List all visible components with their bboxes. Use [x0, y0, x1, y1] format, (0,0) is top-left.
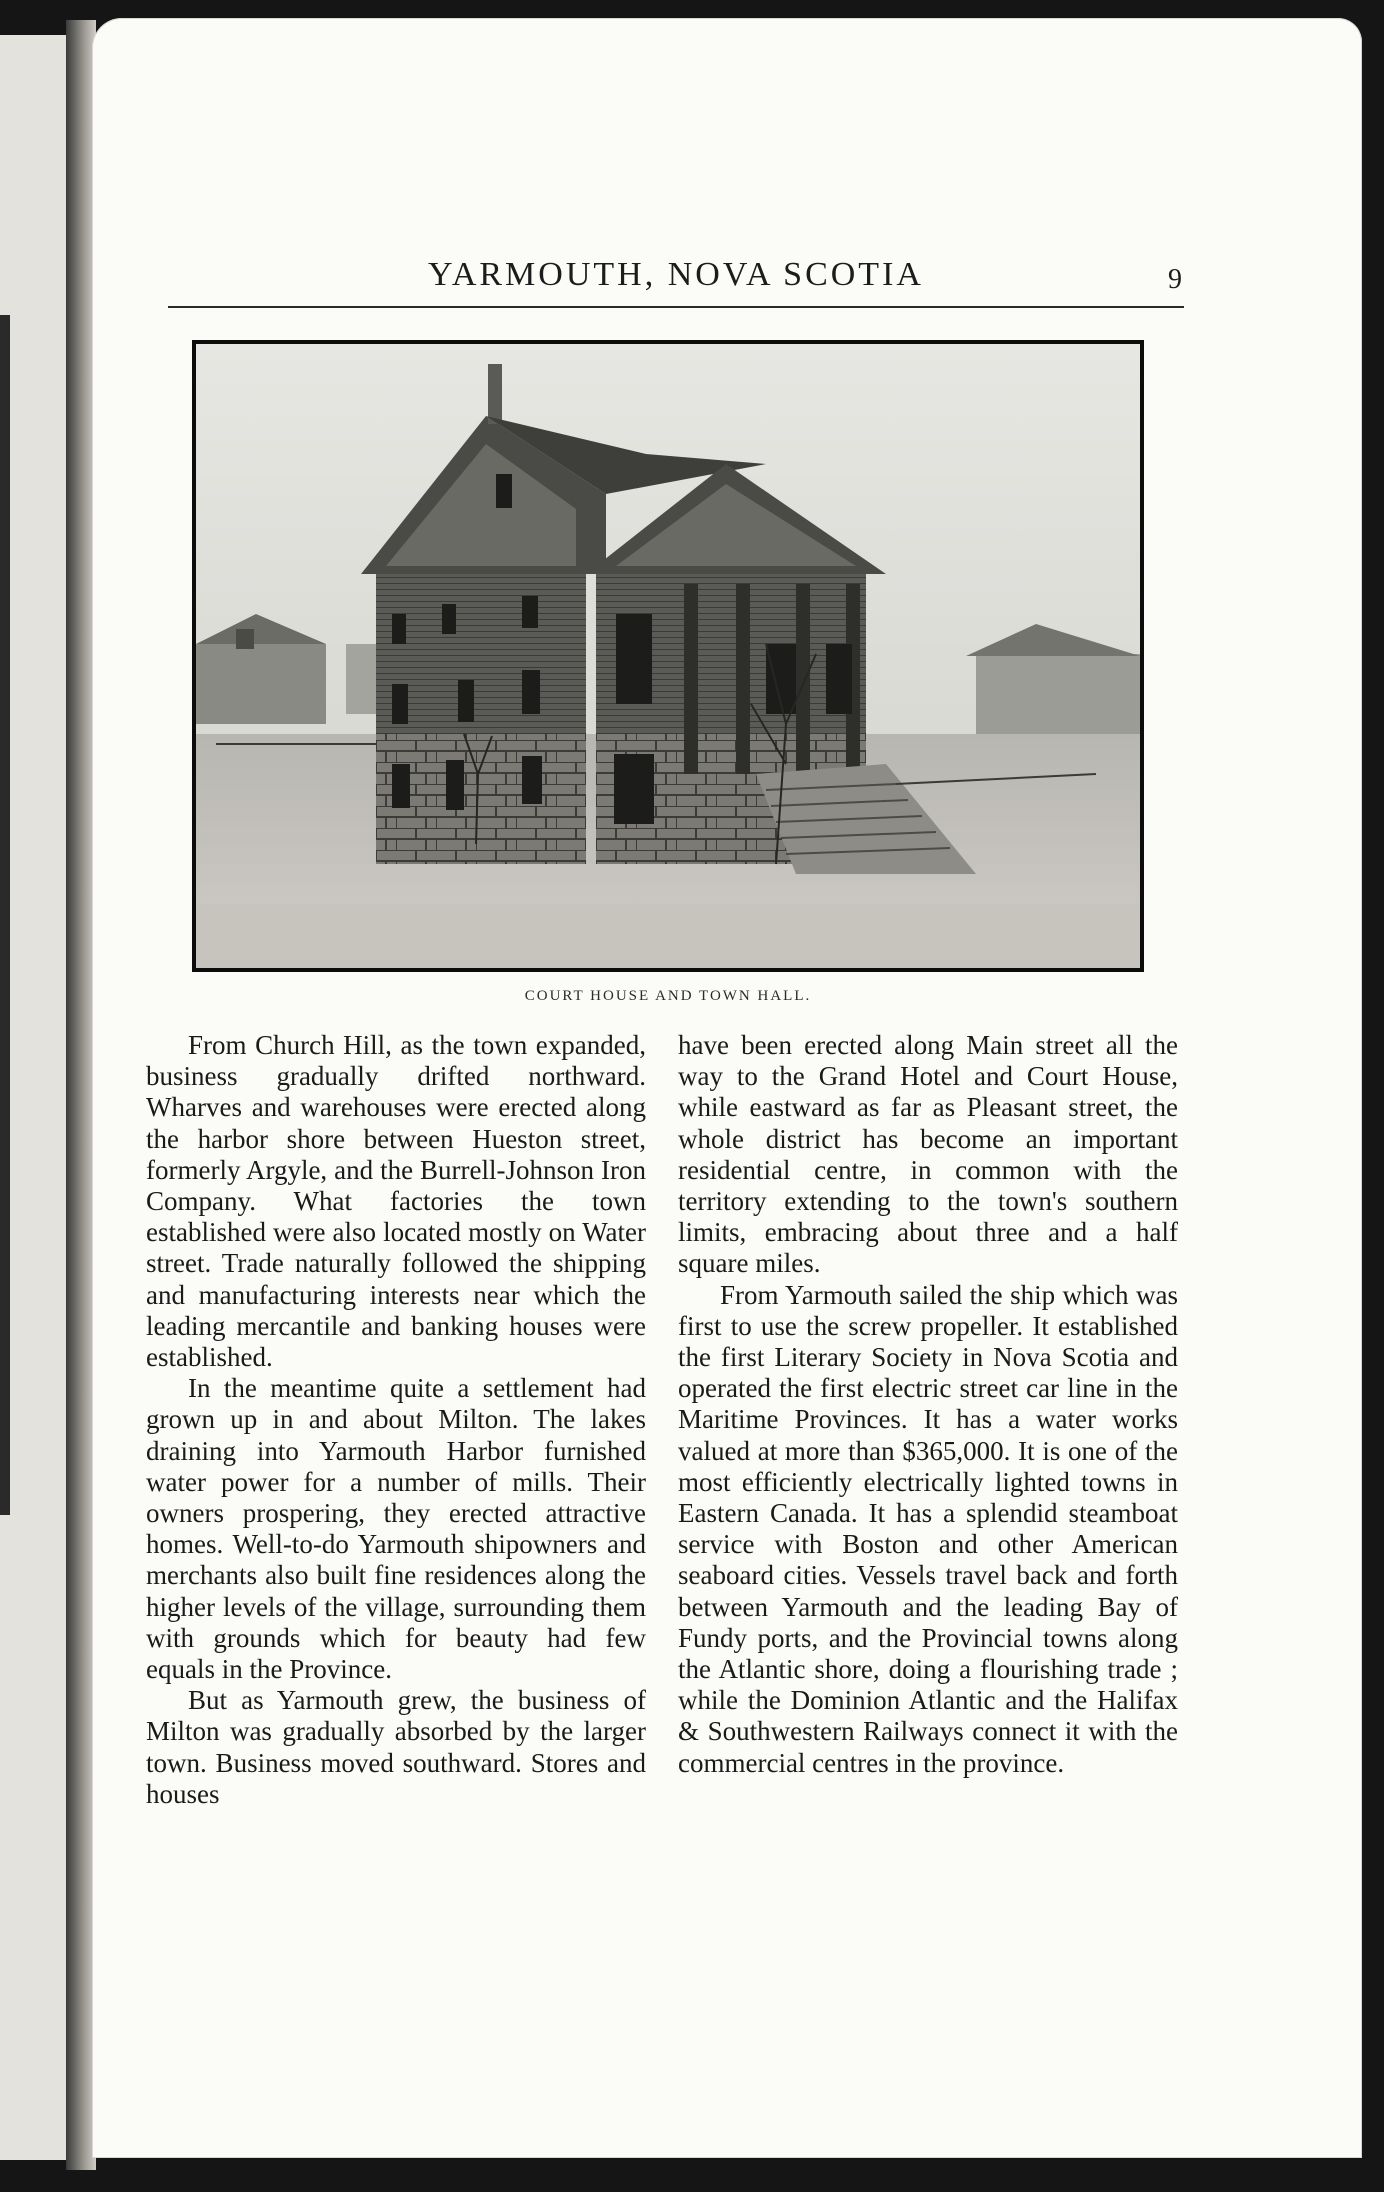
figure-caption: COURT HOUSE AND TOWN HALL. — [524, 988, 812, 1004]
court-house-illustration — [196, 344, 1140, 968]
header-rule — [168, 306, 1184, 308]
paragraph: From Yarmouth sailed the ship which was first to use the screw propeller. It established the first Literary Society in Nova Scotia and operated the first electric street car line in the Maritime Provinces. It has a water works valued at more than $365,000. It is one of the most efficiently electrically lighted towns in Eastern Canada. It has a splendid steamboat service with Boston and other American seaboard cities. Vessels travel back and forth between Yarmouth and the leading Bay of Fundy ports, and the Provincial towns along the Atlantic shore, doing a flourishing trade ; while the Dominion Atlantic and the Halifax & Southwestern Railways connect it with the commercial centres in the province. — [678, 1279, 1178, 1778]
paragraph: But as Yarmouth grew, the business of Milton was gradually absorbed by the larger town. Business moved southward. Stores and houses — [146, 1685, 646, 1809]
left-column — [146, 1030, 646, 1810]
paragraph: have been erected along Main street all the way to the Grand Hotel and Court House, while eastward as far as Pleasant street, the whole district has become an important residential centre, in common with the territory extending to the town's southern limits, embracing about three and a half square miles. — [678, 1030, 1178, 1279]
court-house-photo — [192, 340, 1144, 972]
right-column — [678, 1030, 1178, 1779]
left-page-edge — [0, 35, 66, 2160]
paragraph: From Church Hill, as the town expanded, business gradually drifted northward. Wharves and warehouses were erected along the harbor shore between Hueston street, formerly Argyle, and the Burrell-Johnson Iron Company. What factories the town established were also located mostly on Water street. Trade naturally followed the shipping and manufacturing interests near which the leading mercantile and banking houses were established. — [146, 1030, 646, 1373]
page-header — [170, 250, 1182, 308]
page-number: 9 — [1168, 264, 1182, 295]
running-title: YARMOUTH, NOVA SCOTIA — [428, 256, 924, 293]
paragraph: In the meantime quite a settlement had grown up in and about Milton. The lakes draining into Yarmouth Harbor furnished water power for a number of mills. Their owners prospering, they erected attractive homes. Well-to-do Yarmouth shipowners and merchants also built fine residences along the higher levels of the village, surrounding them with grounds which for beauty had few equals in the Province. — [146, 1373, 646, 1685]
